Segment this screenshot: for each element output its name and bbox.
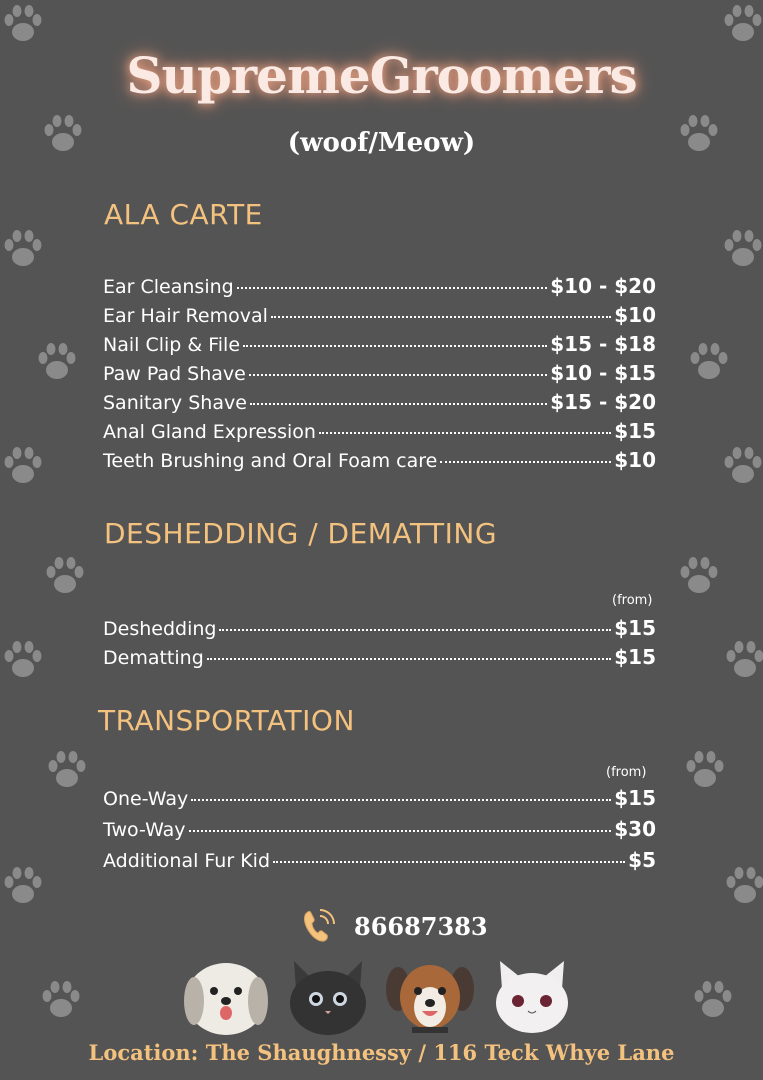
paw-print-icon [0,862,46,908]
service-price: $10 [614,303,656,327]
list-item [103,274,656,303]
paw-print-icon [44,746,90,792]
paw-print-icon [676,552,722,598]
ala-carte-list [103,274,656,477]
phone-number: 86687383 [354,911,488,941]
paw-print-icon [722,862,763,908]
service-price: $15 [614,419,656,443]
service-name: Dematting [103,647,204,669]
service-name: Ear Cleansing [103,276,234,298]
service-name: Paw Pad Shave [103,363,246,385]
paw-print-icon [690,976,736,1022]
service-price: $15 - $18 [550,332,656,356]
white-cat-illustration [486,955,578,1035]
list-item [103,303,656,332]
transportation-list [103,786,656,882]
service-price: $10 - $15 [550,361,656,385]
dot-leader [440,461,611,463]
service-price: $15 [614,645,656,669]
list-item [103,616,656,645]
phone-icon [300,906,340,946]
black-cat-illustration [282,955,374,1035]
paw-print-icon [0,225,46,271]
service-name: One-Way [103,788,189,810]
paw-print-icon [0,636,46,682]
paw-print-icon [720,442,763,488]
dot-leader [273,861,625,863]
brand-title: SupremeGroomers [126,46,637,105]
service-name: Deshedding [103,618,217,640]
dot-leader [189,830,612,832]
dot-leader [249,374,547,376]
from-note: (from) [606,765,647,780]
service-price: $30 [614,817,656,841]
service-price: $5 [628,848,656,872]
list-item [103,848,656,879]
service-price: $10 [614,448,656,472]
dot-leader [237,287,548,289]
section-title-ala-carte: ALA CARTE [104,198,263,231]
dot-leader [219,629,611,631]
service-name: Anal Gland Expression [103,421,316,443]
section-title-transportation: TRANSPORTATION [98,704,355,737]
brown-dog-illustration [384,955,476,1035]
from-note: (from) [612,593,653,608]
phone-contact [300,906,488,946]
service-name: Two-Way [103,819,186,841]
dot-leader [207,658,611,660]
dot-leader [319,432,611,434]
paw-print-icon [0,442,46,488]
service-price: $15 - $20 [550,390,656,414]
paw-print-icon [0,0,46,46]
paw-print-icon [38,976,84,1022]
list-item [103,390,656,419]
dot-leader [271,316,611,318]
dot-leader [191,799,611,801]
dot-leader [250,403,547,405]
deshedding-list [103,616,656,674]
paw-print-icon [682,746,728,792]
paw-print-icon [42,552,88,598]
list-item [103,419,656,448]
list-item [103,361,656,390]
paw-print-icon [686,338,732,384]
paw-print-icon [720,225,763,271]
brand-subtitle: (woof/Meow) [287,128,476,158]
list-item [103,786,656,817]
section-title-deshedding: DESHEDDING / DEMATTING [104,517,498,550]
location-text: Location: The Shaughnessy / 116 Teck Whye Lane [88,1040,675,1065]
service-price: $15 [614,616,656,640]
service-name: Teeth Brushing and Oral Foam care [103,450,438,472]
list-item [103,448,656,477]
service-price: $15 [614,786,656,810]
dot-leader [243,345,547,347]
service-name: Ear Hair Removal [103,305,268,327]
list-item [103,817,656,848]
paw-print-icon [720,0,763,46]
white-dog-illustration [180,955,272,1035]
paw-print-icon [722,636,763,682]
service-price: $10 - $20 [550,274,656,298]
service-name: Nail Clip & File [103,334,241,356]
service-name: Additional Fur Kid [103,850,271,872]
pet-illustrations [180,955,578,1035]
service-name: Sanitary Shave [103,392,247,414]
list-item [103,332,656,361]
list-item [103,645,656,674]
paw-print-icon [34,338,80,384]
